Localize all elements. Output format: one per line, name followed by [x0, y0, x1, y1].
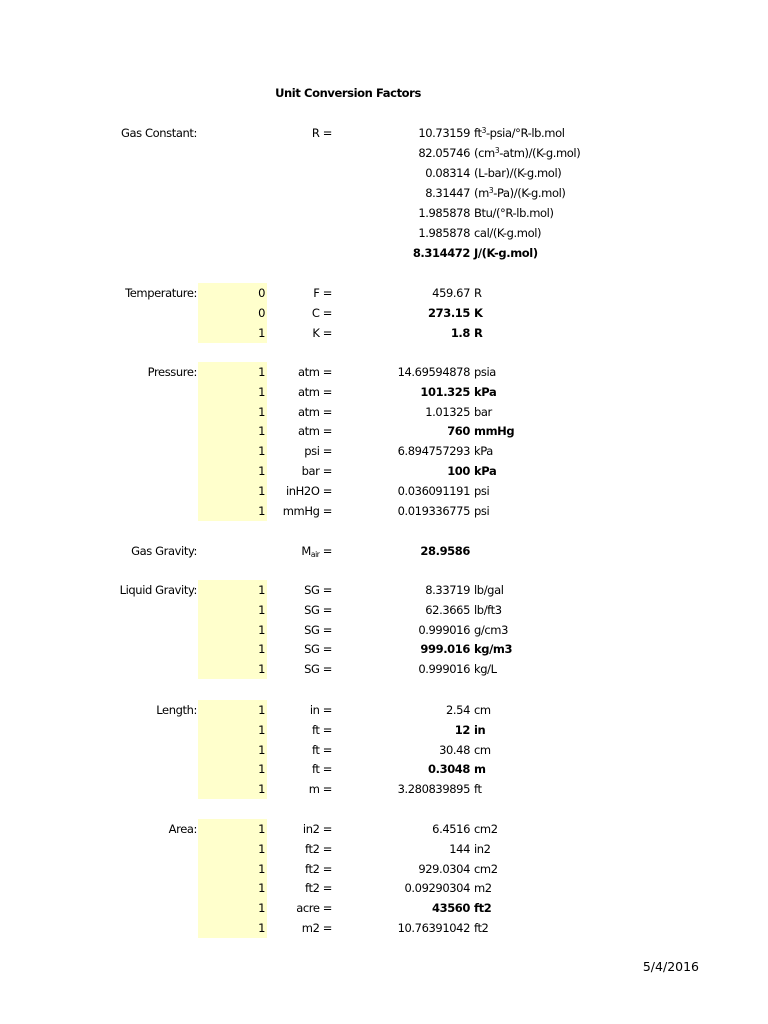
- conversion-unit: lb/ft3: [474, 602, 502, 617]
- gas-constant-row: [0, 143, 768, 163]
- conversion-unit: cm2: [474, 861, 498, 876]
- gas-constant-row: [0, 223, 768, 243]
- unit-label: psi =: [304, 444, 332, 459]
- conversion-value: 8.33719: [425, 583, 470, 597]
- quantity-cell[interactable]: 1: [198, 421, 267, 442]
- pressure-row: [0, 402, 768, 422]
- liquid-gravity-row: [0, 600, 768, 620]
- unit-label: SG =: [304, 622, 332, 637]
- unit-label: SG =: [304, 583, 332, 597]
- quantity-cell[interactable]: 1: [198, 382, 267, 403]
- conversion-value: 1.01325: [425, 404, 470, 419]
- conversion-value: 0.3048: [428, 762, 470, 777]
- conversion-unit: cm: [474, 742, 491, 757]
- gas-gravity-label: Gas Gravity:: [131, 544, 197, 558]
- conversion-value: 1.8: [450, 325, 470, 340]
- unit-label: m =: [308, 782, 332, 797]
- conversion-value: 12: [454, 722, 470, 737]
- liquid-gravity-row: [0, 580, 768, 600]
- unit-label: bar =: [301, 464, 332, 478]
- length-row: [0, 779, 768, 799]
- unit-label: SG =: [304, 662, 332, 677]
- conversion-unit: mmHg: [474, 424, 515, 439]
- length-row: [0, 720, 768, 740]
- area-label: Area:: [168, 822, 197, 836]
- gas-constant-value: 82.05746: [418, 146, 470, 160]
- unit-label: C =: [311, 305, 332, 320]
- conversion-unit: psi: [474, 483, 490, 498]
- conversion-unit: m2: [474, 881, 492, 896]
- conversion-unit: kPa: [474, 444, 493, 459]
- gas-constant-value: 8.314472: [412, 246, 470, 260]
- conversion-unit: K: [474, 305, 483, 320]
- conversion-unit: psia: [474, 365, 496, 379]
- conversion-value: 6.894757293: [397, 444, 470, 459]
- quantity-cell[interactable]: 1: [198, 720, 267, 741]
- pressure-row: [0, 481, 768, 501]
- gas-constant-unit: $(m^3-Pa)/(K-g.mol)$: [474, 186, 566, 200]
- gas-constant-value: 10.73159: [418, 126, 470, 140]
- conversion-value: 273.15: [428, 305, 470, 320]
- liquid-gravity-row: [0, 659, 768, 679]
- gas-constant-unit: $ft^3-psia/^\circ R-lb.mol$: [474, 126, 565, 140]
- area-row: [0, 878, 768, 898]
- conversion-unit: g/cm3: [474, 622, 509, 637]
- unit-label: ft2 =: [305, 841, 332, 856]
- sheet-title: Unit Conversion Factors: [275, 86, 421, 100]
- quantity-cell[interactable]: 1: [198, 700, 267, 721]
- conversion-unit: psi: [474, 503, 490, 518]
- gas-constant-value: 1.985878: [418, 206, 470, 220]
- unit-label: mmHg =: [282, 503, 332, 518]
- quantity-cell[interactable]: 1: [198, 839, 267, 860]
- unit-label: SG =: [304, 602, 332, 617]
- area-row: [0, 819, 768, 839]
- quantity-cell[interactable]: 1: [198, 461, 267, 482]
- gas-gravity-value: 28.9586: [420, 544, 470, 558]
- quantity-cell[interactable]: 0: [198, 303, 267, 324]
- temperature-row: [0, 323, 768, 343]
- unit-label: ft =: [311, 742, 332, 757]
- conversion-unit: cm2: [474, 822, 498, 836]
- conversion-unit: in2: [474, 841, 491, 856]
- conversion-value: 0.019336775: [397, 503, 470, 518]
- conversion-unit: kPa: [474, 464, 497, 478]
- quantity-cell[interactable]: 1: [198, 659, 267, 679]
- conversion-value: 2.54: [445, 703, 470, 717]
- conversion-value: 101.325: [420, 384, 470, 399]
- conversion-unit: ft: [474, 782, 482, 797]
- conversion-value: 0.09290304: [404, 881, 470, 896]
- conversion-unit: cm: [474, 703, 491, 717]
- conversion-value: 0.999016: [418, 662, 470, 677]
- unit-label: in =: [309, 703, 332, 717]
- area-row: [0, 839, 768, 859]
- quantity-cell[interactable]: 1: [198, 441, 267, 462]
- unit-label: atm =: [297, 424, 332, 439]
- unit-label: acre =: [296, 901, 332, 916]
- quantity-cell[interactable]: 1: [198, 600, 267, 621]
- liquid-gravity-row: [0, 639, 768, 659]
- quantity-cell[interactable]: 1: [198, 878, 267, 899]
- conversion-unit: ft2: [474, 921, 489, 935]
- conversion-unit: R: [474, 286, 482, 300]
- unit-label: ft2 =: [305, 881, 332, 896]
- unit-label: ft2 =: [305, 861, 332, 876]
- quantity-cell[interactable]: 1: [198, 759, 267, 780]
- area-row: [0, 859, 768, 879]
- conversion-value: 760: [447, 424, 470, 439]
- liquid-gravity-row: [0, 620, 768, 640]
- gas-constant-row: [0, 243, 768, 263]
- gas-constant-unit: Btu/(°R-lb.mol): [474, 206, 554, 220]
- unit-label: F =: [313, 286, 332, 300]
- conversion-unit: in: [474, 722, 486, 737]
- conversion-unit: kg/L: [474, 662, 497, 677]
- quantity-cell[interactable]: 1: [198, 402, 267, 423]
- gas-constant-row: [0, 163, 768, 183]
- gas-constant-value: 0.08314: [425, 166, 470, 180]
- pressure-row: [0, 441, 768, 461]
- pressure-row: [0, 421, 768, 441]
- gas-gravity-row: [0, 541, 768, 561]
- temperature-row: [0, 303, 768, 323]
- conversion-unit: kg/m3: [474, 642, 513, 657]
- pressure-row: [0, 501, 768, 521]
- unit-label: atm =: [297, 384, 332, 399]
- quantity-cell[interactable]: 1: [198, 362, 267, 383]
- quantity-cell[interactable]: 1: [198, 620, 267, 641]
- quantity-cell[interactable]: 1: [198, 819, 267, 840]
- conversion-unit: lb/gal: [474, 583, 504, 597]
- conversion-value: 100: [447, 464, 470, 478]
- gas-constant-unit: J/(K-g.mol): [474, 246, 538, 260]
- length-label: Length:: [156, 703, 197, 717]
- gas-constant-symbol: R =: [311, 126, 332, 140]
- conversion-unit: ft2: [474, 901, 492, 916]
- pressure-label: Pressure:: [147, 365, 197, 379]
- unit-label: inH2O =: [286, 483, 332, 498]
- quantity-cell[interactable]: 1: [198, 898, 267, 919]
- quantity-cell[interactable]: 1: [198, 779, 267, 799]
- gas-constant-row: [0, 183, 768, 203]
- gas-constant-unit: cal/(K-g.mol): [474, 226, 542, 240]
- length-row: [0, 759, 768, 779]
- quantity-cell[interactable]: 1: [198, 323, 267, 343]
- gas-constant-unit: $(cm^3-atm)/(K-g.mol)$: [474, 146, 581, 160]
- gas-constant-unit: (L-bar)/(K-g.mol): [474, 166, 562, 180]
- length-row: [0, 740, 768, 760]
- quantity-cell[interactable]: 1: [198, 481, 267, 502]
- conversion-value: 0.999016: [418, 622, 470, 637]
- quantity-cell[interactable]: 1: [198, 580, 267, 601]
- conversion-value: 62.3665: [425, 602, 470, 617]
- quantity-cell[interactable]: 1: [198, 501, 267, 521]
- temperature-row: [0, 283, 768, 303]
- pressure-row: [0, 362, 768, 382]
- quantity-cell[interactable]: 1: [198, 639, 267, 660]
- conversion-value: 3.280839895: [397, 782, 470, 797]
- conversion-value: 10.76391042: [397, 921, 470, 935]
- conversion-value: 14.69594878: [397, 365, 470, 379]
- area-row: [0, 898, 768, 918]
- conversion-value: 929.0304: [418, 861, 470, 876]
- conversion-unit: kPa: [474, 384, 497, 399]
- length-row: [0, 700, 768, 720]
- unit-label: in2 =: [302, 822, 332, 836]
- liquid-gravity-label: Liquid Gravity:: [119, 583, 197, 597]
- unit-label: ft =: [311, 722, 332, 737]
- gas-gravity-symbol: $M_{air}$ =: [301, 544, 332, 559]
- temperature-label: Temperature:: [125, 286, 197, 300]
- gas-constant-row: [0, 123, 768, 143]
- pressure-row: [0, 461, 768, 481]
- conversion-value: 6.4516: [432, 822, 470, 836]
- conversion-value: 459.67: [432, 286, 470, 300]
- conversion-value: 43560: [431, 901, 470, 916]
- conversion-unit: R: [474, 325, 483, 340]
- unit-label: atm =: [297, 365, 332, 379]
- conversion-unit: m: [474, 762, 486, 777]
- unit-label: SG =: [304, 642, 332, 657]
- unit-label: K =: [312, 325, 332, 340]
- gas-constant-row: [0, 203, 768, 223]
- conversion-value: 0.036091191: [397, 483, 470, 498]
- quantity-cell[interactable]: 1: [198, 918, 267, 938]
- pressure-row: [0, 382, 768, 402]
- conversion-value: 30.48: [439, 742, 470, 757]
- print-date: 5/4/2016: [642, 959, 699, 974]
- conversion-unit: bar: [474, 404, 492, 419]
- area-row: [0, 918, 768, 938]
- gas-constant-value: 8.31447: [425, 186, 470, 200]
- gas-constant-value: 1.985878: [418, 226, 470, 240]
- conversion-value: 144: [449, 841, 470, 856]
- gas-constant-label: Gas Constant:: [121, 126, 197, 140]
- unit-label: m2 =: [301, 921, 332, 935]
- quantity-cell[interactable]: 0: [198, 283, 267, 304]
- quantity-cell[interactable]: 1: [198, 740, 267, 761]
- unit-label: atm =: [297, 404, 332, 419]
- quantity-cell[interactable]: 1: [198, 859, 267, 880]
- conversion-value: 999.016: [420, 642, 470, 657]
- unit-label: ft =: [311, 762, 332, 777]
